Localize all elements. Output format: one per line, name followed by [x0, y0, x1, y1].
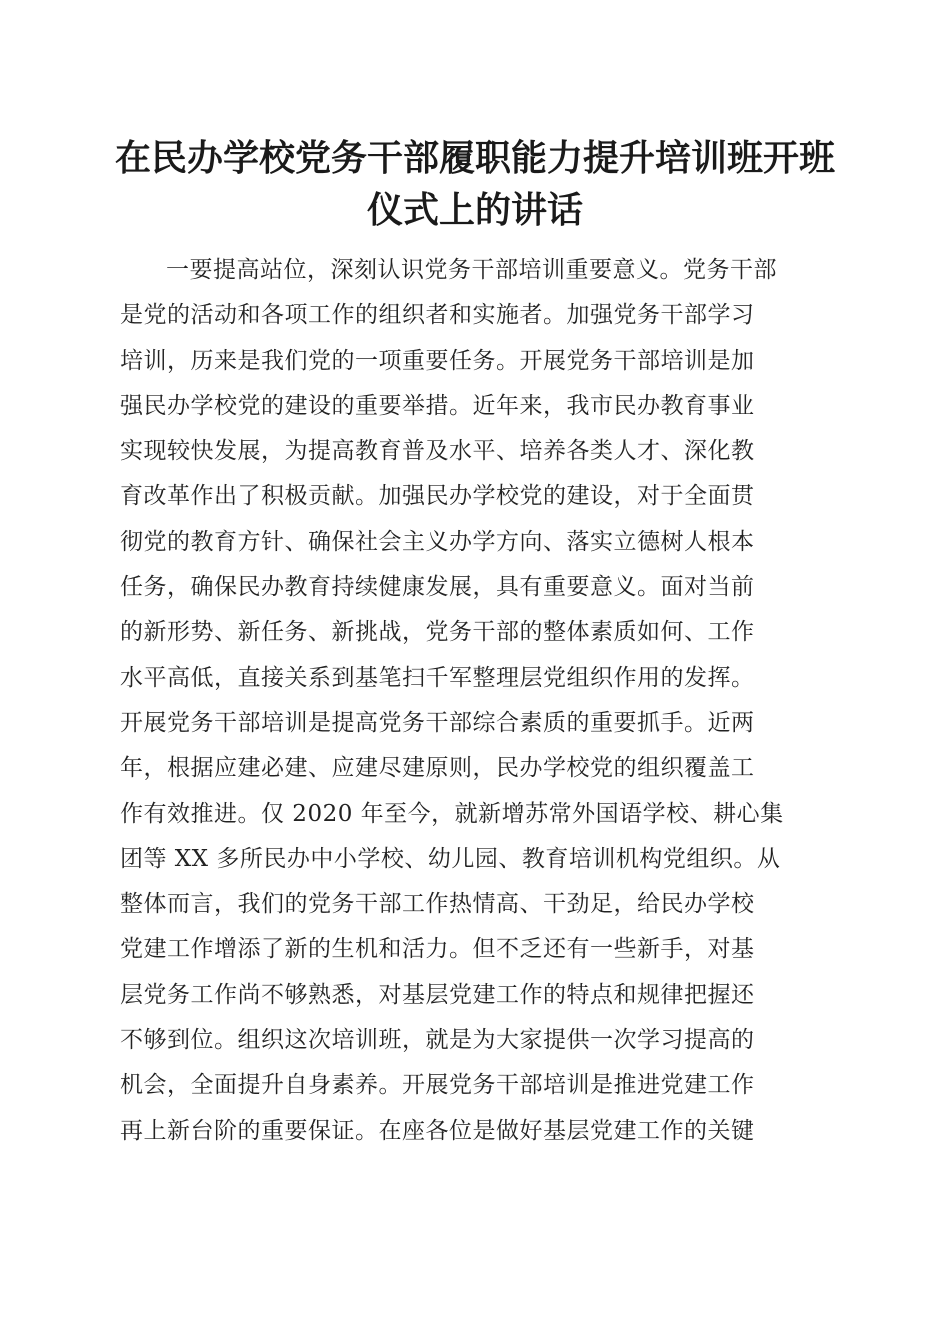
body-paragraph: [120, 248, 840, 1154]
paragraph-line: 强民办学校党的建设的重要举措。近年来，我市民办教育事业: [120, 392, 755, 419]
paragraph-line: 不够到位。组织这次培训班，就是为大家提供一次学习提高的: [120, 1027, 755, 1054]
document-title: [100, 132, 850, 236]
paragraph-line: 一要提高站位，深刻认识党务干部培训重要意义。党务干部: [166, 257, 777, 283]
paragraph-line: 任务，确保民办教育持续健康发展，具有重要意义。面对当前: [120, 574, 755, 601]
paragraph-line: 开展党务干部培训是提高党务干部综合素质的重要抓手。近两: [120, 709, 755, 736]
paragraph-line: 水平高低，直接关系到基笔扫千军整理层党组织作用的发挥。: [120, 664, 755, 691]
paragraph-line: 实现较快发展，为提高教育普及水平、培养各类人才、深化教: [120, 438, 755, 465]
paragraph-line: 机会，全面提升自身素养。开展党务干部培训是推进党建工作: [120, 1072, 755, 1099]
paragraph-line: 彻党的教育方针、确保社会主义办学方向、落实立德树人根本: [120, 528, 755, 555]
paragraph-line: 是党的活动和各项工作的组织者和实施者。加强党务干部学习: [120, 302, 755, 329]
paragraph-line: 党建工作增添了新的生机和活力。但不乏还有一些新手，对基: [120, 936, 755, 963]
paragraph-line: 作有效推进。仅 2020 年至今，就新增苏常外国语学校、耕心集: [120, 800, 784, 827]
paragraph-line: 团等 XX 多所民办中小学校、幼儿园、教育培训机构党组织。从: [120, 845, 781, 872]
paragraph-line: 的新形势、新任务、新挑战，党务干部的整体素质如何、工作: [120, 619, 755, 646]
paragraph-line: 再上新台阶的重要保证。在座各位是做好基层党建工作的关键: [120, 1117, 755, 1144]
paragraph-line: 层党务工作尚不够熟悉，对基层党建工作的特点和规律把握还: [120, 981, 755, 1008]
paragraph-line: 育改革作出了积极贡献。加强民办学校党的建设，对于全面贯: [120, 483, 755, 510]
paragraph-line: 培训，历来是我们党的一项重要任务。开展党务干部培训是加: [120, 347, 755, 374]
title-line-1: 在民办学校党务干部履职能力提升培训班开班: [114, 137, 835, 179]
paragraph-line: 年，根据应建必建、应建尽建原则，民办学校党的组织覆盖工: [120, 755, 755, 782]
paragraph-line: 整体而言，我们的党务干部工作热情高、干劲足，给民办学校: [120, 891, 755, 918]
title-line-2: 仪式上的讲话: [366, 189, 583, 231]
